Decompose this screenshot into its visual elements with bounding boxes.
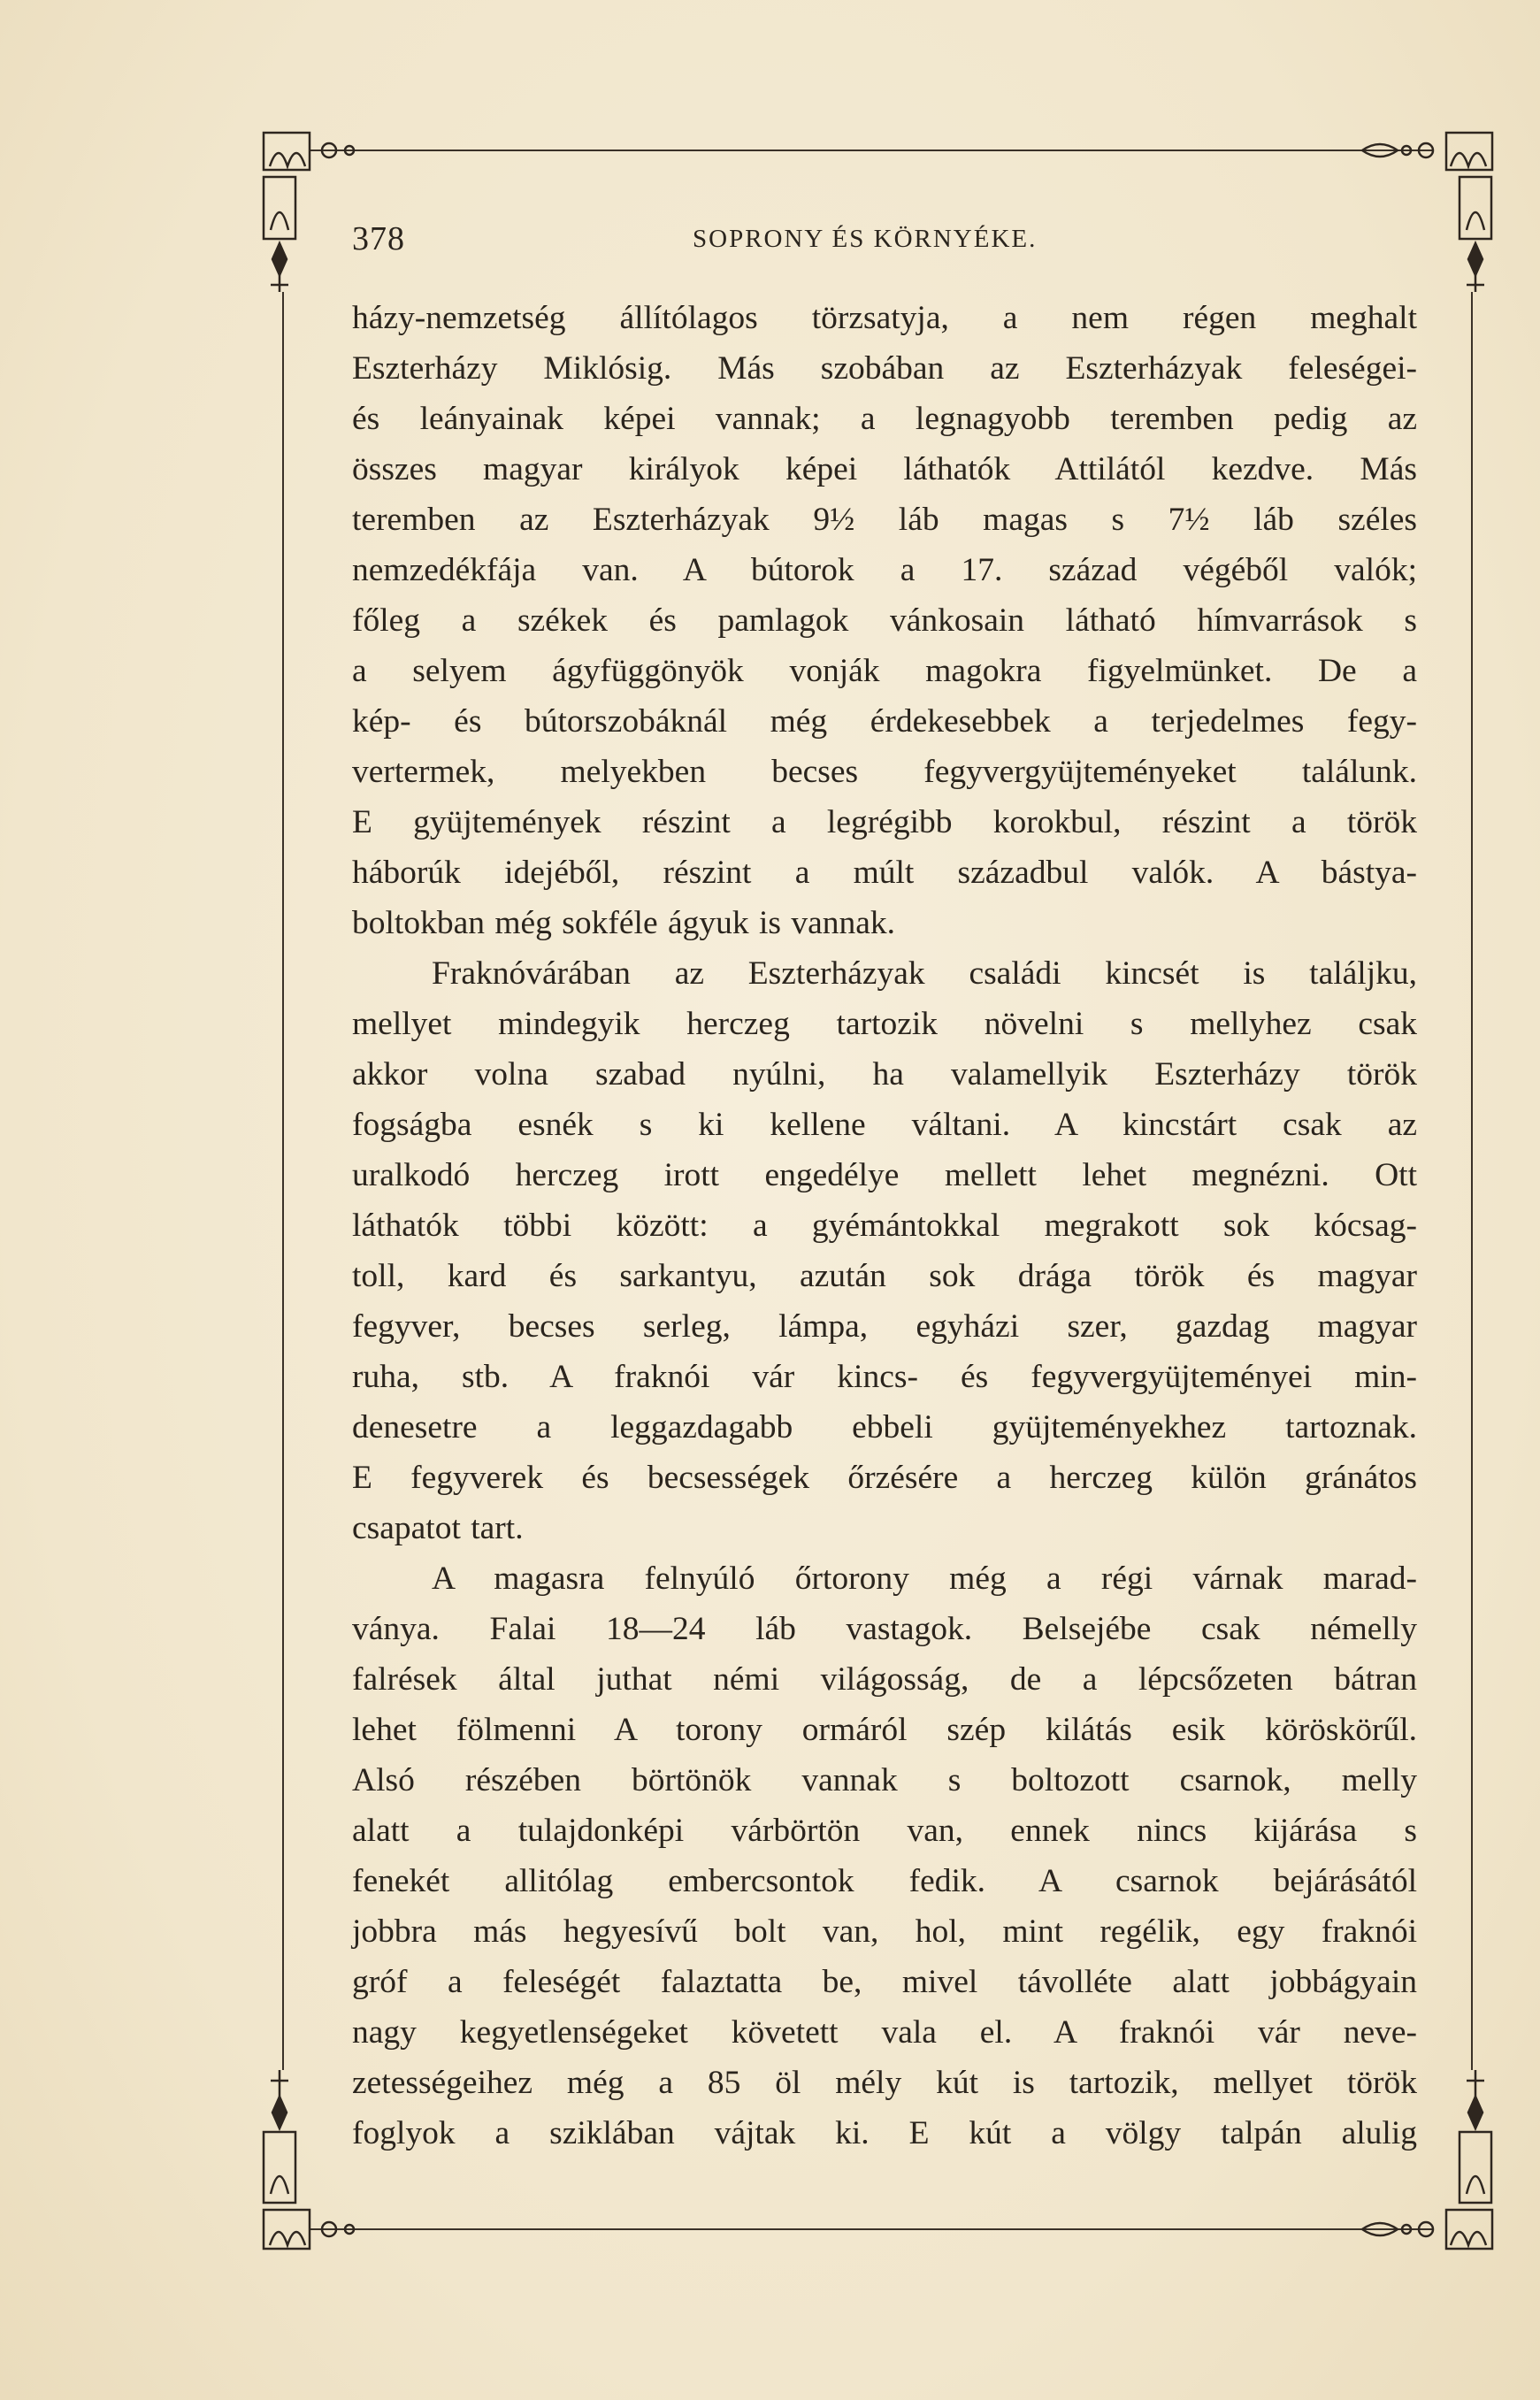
text-line: összes magyar királyok képei láthatók Attilától kezdve. Más bbox=[352, 451, 1417, 487]
corner-ornament-top-left bbox=[264, 133, 354, 292]
corner-ornament-bottom-left bbox=[264, 2070, 354, 2249]
text-line: csapatot tart. bbox=[352, 1510, 524, 1546]
text-line: főleg a székek és pamlagok vánkosain látható hímvarrások s bbox=[352, 602, 1417, 639]
text-line: és leányainak képei vannak; a legnagyobb teremben pedig az bbox=[352, 401, 1417, 437]
text-line: nagy kegyetlenségeket követett vala el. A fraknói vár neve- bbox=[352, 2014, 1417, 2051]
text-line: akkor volna szabad nyúlni, ha valamellyik Eszterházy török bbox=[352, 1056, 1417, 1093]
text-line: teremben az Eszterházyak 9½ láb magas s 7½ láb széles bbox=[352, 502, 1417, 538]
page-number: 378 bbox=[352, 220, 405, 257]
text-line: alatt a tulajdonképi várbörtön van, ennek nincs kijárása s bbox=[352, 1813, 1417, 1849]
text-line: ványa. Falai 18—24 láb vastagok. Belsejébe csak némelly bbox=[352, 1611, 1417, 1647]
text-line: Alsó részében börtönök vannak s boltozott csarnok, melly bbox=[352, 1762, 1417, 1798]
text-line: denesetre a leggazdagabb ebbeli gyüjteményekhez tartoznak. bbox=[352, 1409, 1417, 1445]
text-line: E gyüjtemények részint a legrégibb korokbul, részint a török bbox=[352, 804, 1417, 840]
text-line: falrések által juthat némi világosság, de a lépcsőzeten bátran bbox=[352, 1661, 1417, 1698]
text-line: A magasra felnyúló őrtorony még a régi várnak marad- bbox=[432, 1560, 1417, 1597]
text-line: foglyok a sziklában vájtak ki. E kút a völgy talpán alulig bbox=[352, 2115, 1417, 2151]
text-line: fegyver, becses serleg, lámpa, egyházi szer, gazdag magyar bbox=[352, 1308, 1417, 1345]
text-line: zetességeihez még a 85 öl mély kút is tartozik, mellyet török bbox=[352, 2065, 1417, 2101]
text-line: Fraknóvárában az Eszterházyak családi kincsét is találjku, bbox=[432, 955, 1417, 992]
text-line: uralkodó herczeg irott engedélye mellett lehet megnézni. Ott bbox=[352, 1157, 1417, 1193]
text-line: láthatók többi között: a gyémántokkal megrakott sok kócsag- bbox=[352, 1208, 1417, 1244]
body-text bbox=[352, 293, 1417, 2158]
text-line: fenekét allitólag embercsontok fedik. A csarnok bejárásától bbox=[352, 1863, 1417, 1899]
text-line: lehet fölmenni A torony ormáról szép kilátás esik köröskörűl. bbox=[352, 1712, 1417, 1748]
text-line: jobbra más hegyesívű bolt van, hol, mint regélik, egy fraknói bbox=[352, 1913, 1417, 1950]
text-line: a selyem ágyfüggönyök vonják magokra figyelmünket. De a bbox=[352, 653, 1417, 689]
text-line: kép- és bútorszobáknál még érdekesebbek a terjedelmes fegy- bbox=[352, 703, 1417, 740]
text-line: házy-nemzetség állítólagos törzsatyja, a nem régen meghalt bbox=[352, 300, 1417, 336]
text-line: boltokban még sokféle ágyuk is vannak. bbox=[352, 905, 896, 941]
text-line: fogságba esnék s ki kellene váltani. A kincstárt csak az bbox=[352, 1107, 1417, 1143]
text-line: háborúk idejéből, részint a múlt századbul valók. A bástya- bbox=[352, 855, 1417, 891]
running-head: SOPRONY ÉS KÖRNYÉKE. bbox=[693, 225, 1038, 253]
text-line: Eszterházy Miklósig. Más szobában az Eszterházyak feleségei- bbox=[352, 350, 1417, 387]
page-header bbox=[352, 219, 1414, 272]
text-line: gróf a feleségét falaztatta be, mivel távolléte alatt jobbágyain bbox=[352, 1964, 1417, 2000]
text-line: E fegyverek és becsességek őrzésére a herczeg külön gránátos bbox=[352, 1460, 1417, 1496]
text-line: ruha, stb. A fraknói vár kincs- és fegyvergyüjteményei min- bbox=[352, 1359, 1417, 1395]
text-line: nemzedékfája van. A bútorok a 17. század végéből valók; bbox=[352, 552, 1417, 588]
text-line: mellyet mindegyik herczeg tartozik növelni s mellyhez csak bbox=[352, 1006, 1417, 1042]
text-line: vertermek, melyekben becses fegyvergyüjteményeket találunk. bbox=[352, 754, 1417, 790]
text-line: toll, kard és sarkantyu, azután sok drága török és magyar bbox=[352, 1258, 1417, 1294]
